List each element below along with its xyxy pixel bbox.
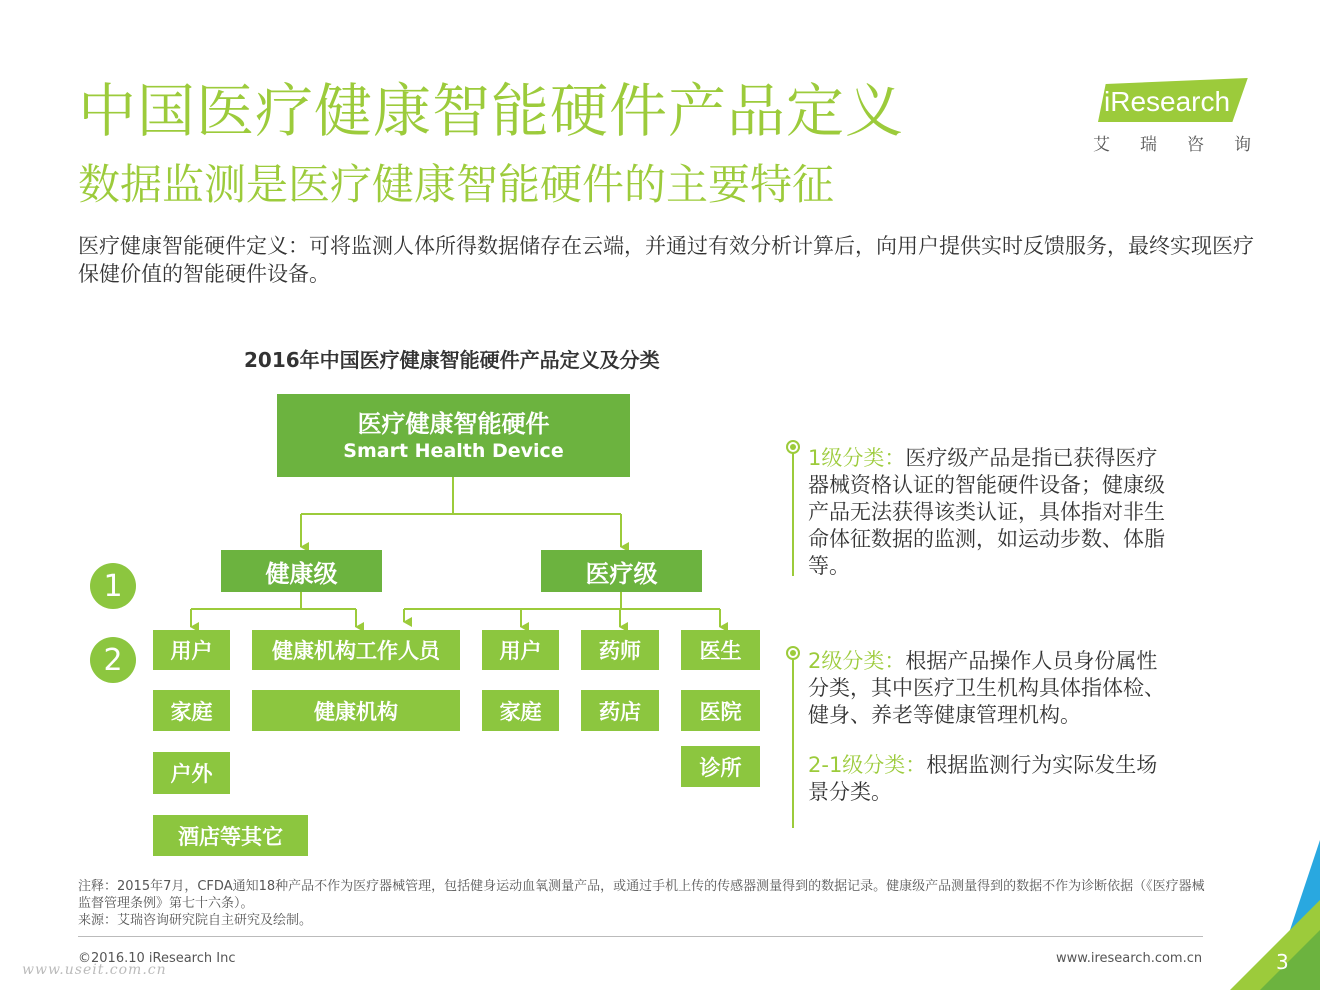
node-clinic: 诊所	[681, 746, 760, 787]
level-2-badge: 2	[90, 637, 136, 683]
node-health-user: 用户	[153, 630, 230, 670]
health-level-node: 健康级	[221, 550, 382, 592]
node-health-staff: 健康机构工作人员	[252, 630, 460, 670]
node-doctor: 医生	[681, 630, 760, 670]
note1-bullet-icon	[786, 440, 800, 454]
website-link[interactable]: www.iresearch.com.cn	[1056, 951, 1203, 966]
note2-text: 根据产品操作人员身份属性分类，其中医疗卫生机构具体指体检、健身、养老等健康管理机构。	[808, 649, 1165, 727]
copyright: ©2016.10 iResearch Inc	[78, 951, 236, 966]
root-node	[277, 394, 630, 477]
node-pharmacist: 药师	[581, 630, 659, 670]
node-health-outdoor: 户外	[153, 752, 230, 794]
logo-chinese: 艾瑞咨询	[1093, 135, 1281, 155]
page-number: 3	[1276, 950, 1289, 974]
note1-rule	[792, 450, 794, 576]
logo-word-text: iResearch	[1104, 86, 1231, 117]
page-subtitle: 数据监测是医疗健康智能硬件的主要特征	[78, 160, 835, 209]
node-health-hotel-other: 酒店等其它	[153, 815, 308, 856]
node-pharmacy: 药店	[581, 690, 659, 731]
note-level-2-1	[808, 752, 1168, 806]
level-1-badge: 1	[90, 563, 136, 609]
note-level-2	[808, 648, 1168, 729]
note2-rule	[792, 656, 794, 828]
node-medical-home: 家庭	[482, 690, 559, 731]
node-medical-user: 用户	[482, 630, 559, 670]
footer-note: 注释：2015年7月，CFDA通知18种产品不作为医疗器械管理，包括健身运动血氧测量产品，或通过手机上传的传感器测量得到的数据记录。健康级产品测量得到的数据不作为诊断依据（《医疗器械监督管理条例》第七十六条）。	[78, 879, 1205, 911]
note3-text: 根据监测行为实际发生场景分类。	[808, 753, 1158, 804]
node-hospital: 医院	[681, 690, 760, 731]
definition-text: 医疗健康智能硬件定义：可将监测人体所得数据储存在云端，并通过有效分析计算后，向用户提供实时反馈服务，最终实现医疗保健价值的智能硬件设备。	[78, 234, 1254, 286]
root-label-en: Smart Health Device	[343, 439, 564, 462]
note3-label: 2-1级分类：	[808, 753, 927, 777]
footer-source: 来源：艾瑞咨询研究院自主研究及绘制。	[78, 913, 313, 928]
note2-label: 2级分类：	[808, 649, 906, 673]
note2-bullet-icon	[786, 646, 800, 660]
watermark: www.useit.com.cn	[22, 962, 167, 978]
diagram-title: 2016年中国医疗健康智能硬件产品定义及分类	[244, 348, 660, 372]
node-health-institution: 健康机构	[252, 690, 460, 731]
footer-divider	[78, 936, 1203, 937]
note1-text: 医疗级产品是指已获得医疗器械资格认证的智能硬件设备；健康级产品无法获得该类认证，具体指对非生命体征数据的监测，如运动步数、体脂等。	[808, 446, 1165, 578]
corner-decoration	[1210, 840, 1320, 990]
note1-label: 1级分类：	[808, 446, 906, 470]
root-label-cn: 医疗健康智能硬件	[357, 409, 550, 438]
node-health-home: 家庭	[153, 690, 230, 731]
medical-level-node: 医疗级	[541, 550, 702, 592]
page-title: 中国医疗健康智能硬件产品定义	[78, 77, 905, 145]
note-level-1	[808, 445, 1168, 580]
